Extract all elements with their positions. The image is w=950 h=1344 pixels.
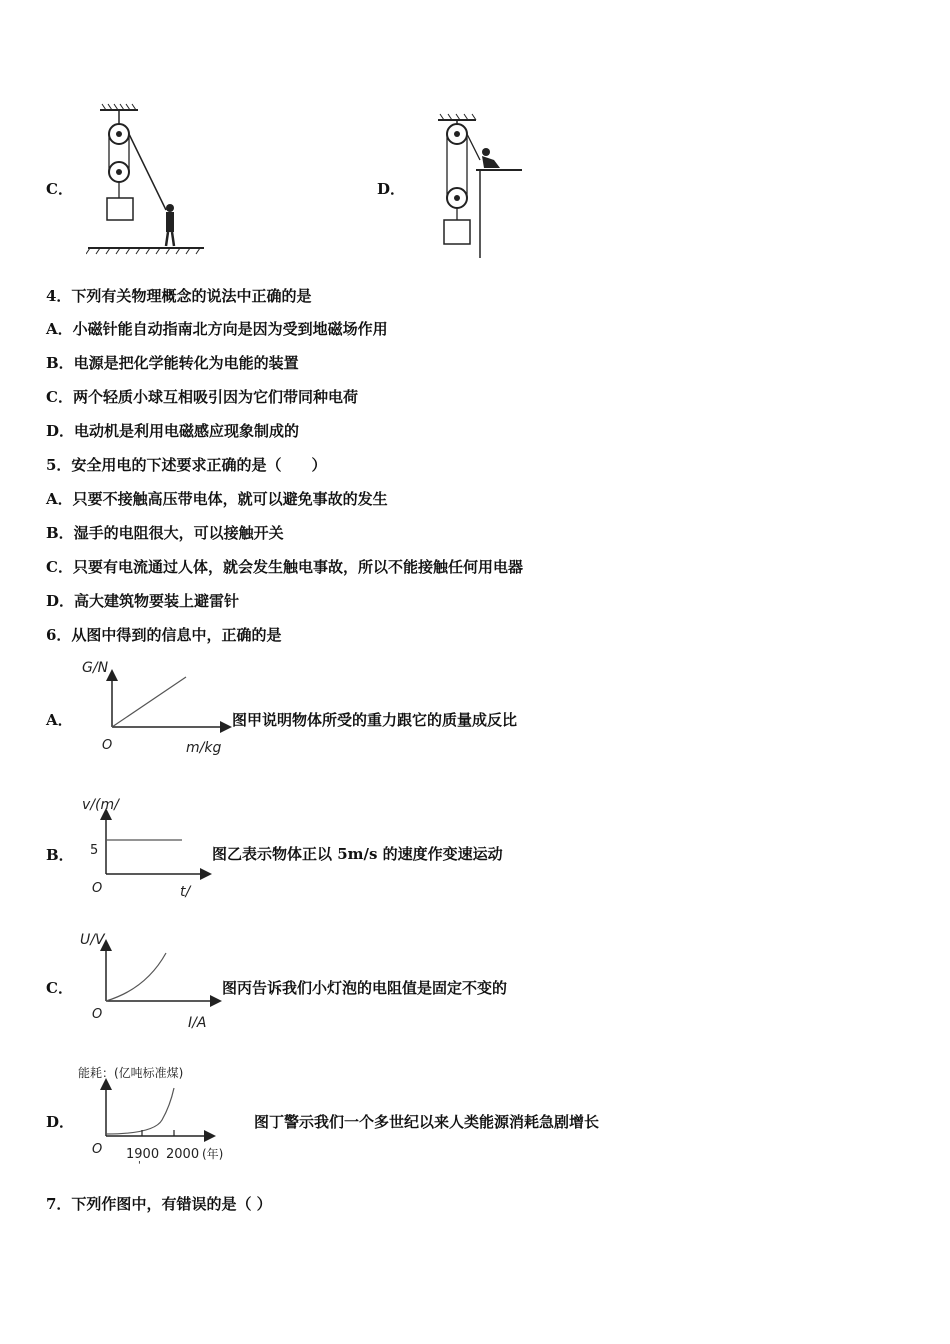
- q5-option-b: B．湿手的电阻很大，可以接触开关: [46, 524, 284, 542]
- graph-a-ylabel: G/N: [82, 660, 109, 676]
- q4-option-c: C．两个轻质小球互相吸引因为它们带同种电荷: [46, 388, 358, 406]
- q5-option-d: D．高大建筑物要装上避雷针: [46, 592, 240, 610]
- graph-a-origin: O: [102, 738, 113, 753]
- q6-option-b-caption: 图乙表示物体正以 5m/s 的速度作变速运动: [212, 845, 503, 863]
- graph-d-tick-2000: 2000: [166, 1147, 200, 1162]
- graph-c: [76, 925, 226, 1035]
- graph-c-ylabel: U/V: [80, 932, 105, 948]
- graph-b-ylabel: v/(m/: [82, 797, 119, 813]
- graph-d-ylabel: 能耗：(亿吨标准煤): [78, 1066, 184, 1080]
- q6-option-a-label: A．: [46, 711, 73, 729]
- graph-b-origin: O: [92, 881, 103, 896]
- q4-option-a: A．小磁针能自动指南北方向是因为受到地磁场作用: [46, 320, 388, 338]
- q7-stem: 7．下列作图中，有错误的是（ ）: [46, 1195, 272, 1213]
- q3-option-d-label: D．: [377, 180, 406, 198]
- graph-b-xlabel: t/: [180, 884, 191, 900]
- q6-stem: 6．从图中得到的信息中，正确的是: [46, 626, 282, 644]
- svg-text:': ': [138, 1160, 141, 1170]
- q5-stem: 5．安全用电的下述要求正确的是（ ）: [46, 456, 327, 474]
- graph-b-tick-5: 5: [90, 843, 99, 858]
- q6-option-c-caption: 图丙告诉我们小灯泡的电阻值是固定不变的: [222, 979, 508, 997]
- q4-option-b: B．电源是把化学能转化为电能的装置: [46, 354, 299, 372]
- q5-option-a: A．只要不接触高压带电体，就可以避免事故的发生: [46, 490, 388, 508]
- q6-option-b-label: B．: [46, 846, 74, 864]
- graph-d-origin: O: [92, 1142, 103, 1157]
- q6-option-c-label: C．: [46, 979, 73, 997]
- q6-option-d-label: D．: [46, 1113, 75, 1131]
- graph-c-origin: O: [92, 1007, 103, 1022]
- graph-a-xlabel: m/kg: [186, 740, 222, 756]
- q3-option-c-label: C．: [46, 180, 73, 198]
- q6-option-d-caption: 图丁警示我们一个多世纪以来人类能源消耗急剧增长: [254, 1113, 600, 1131]
- graph-d-tick-1900: 1900: [126, 1147, 160, 1162]
- graph-d: [76, 1060, 256, 1170]
- pulley-diagram-c: [86, 100, 206, 260]
- graph-a: [76, 655, 236, 760]
- graph-d-xlabel: (年): [202, 1147, 224, 1161]
- q6-option-a-caption: 图甲说明物体所受的重力跟它的质量成反比: [232, 711, 518, 729]
- graph-c-xlabel: I/A: [188, 1015, 207, 1031]
- q4-stem: 4．下列有关物理概念的说法中正确的是: [46, 287, 312, 305]
- pulley-diagram-d: [430, 110, 530, 260]
- q5-option-c: C．只要有电流通过人体，就会发生触电事故，所以不能接触任何用电器: [46, 558, 523, 576]
- q4-option-d: D．电动机是利用电磁感应现象制成的: [46, 422, 300, 440]
- graph-b: [76, 790, 216, 900]
